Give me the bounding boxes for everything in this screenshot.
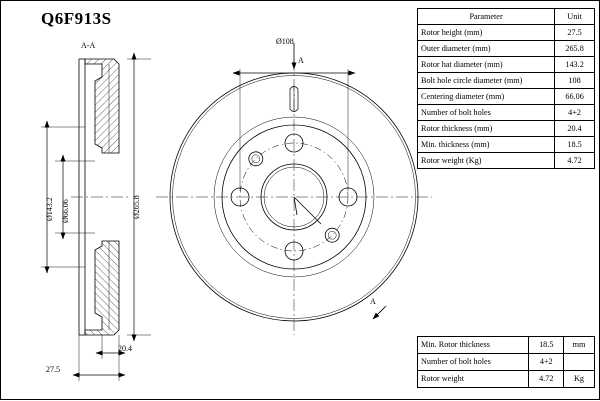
spec-value-bolt-circle: 108	[555, 73, 595, 89]
table-row	[418, 153, 595, 169]
table-row	[418, 25, 595, 41]
summary-unit-rotor-weight: Kg	[564, 371, 595, 388]
page-title: Q6F913S	[41, 9, 112, 28]
summary-unit-bolt-holes	[564, 354, 595, 371]
summary-value-rotor-weight: 4.72	[529, 371, 564, 388]
spec-label-rotor-thickness: Rotor thickness (mm)	[418, 121, 555, 137]
spec-value-rotor-weight: 4.72	[555, 153, 595, 169]
summary-label-rotor-weight: Rotor weight	[418, 371, 529, 388]
table-row	[418, 371, 595, 388]
section-arrow-label-top: A	[298, 56, 304, 65]
spec-value-rotor-thickness: 20.4	[555, 121, 595, 137]
summary-unit-min-rotor-thickness: mm	[564, 337, 595, 354]
table-row	[418, 89, 595, 105]
spec-label-outer-diameter: Outer diameter (mm)	[418, 41, 555, 57]
table-row	[418, 121, 595, 137]
spec-header-unit: Unit	[555, 9, 595, 25]
section-arrow-label-bottom: A	[370, 297, 376, 306]
spec-value-min-thickness: 18.5	[555, 137, 595, 153]
spec-label-bolt-holes: Number of bolt holes	[418, 105, 555, 121]
table-row	[418, 105, 595, 121]
bolt-circle-diameter-label: Ø108	[276, 37, 294, 46]
rotor-section-view	[71, 57, 131, 335]
section-label: A-A	[81, 41, 96, 50]
spec-value-outer-diameter: 265.8	[555, 41, 595, 57]
rotor-height-label: 27.5	[46, 365, 60, 374]
table-row	[418, 73, 595, 89]
table-row	[418, 337, 595, 354]
spec-label-min-thickness: Min. thickness (mm)	[418, 137, 555, 153]
rotor-thickness-label: 20.4	[118, 344, 132, 353]
spec-label-rotor-weight: Rotor weight (Kg)	[418, 153, 555, 169]
spec-label-centering-diameter: Centering diameter (mm)	[418, 89, 555, 105]
spec-table	[417, 8, 595, 169]
spec-label-bolt-circle: Bolt hole circle diameter (mm)	[418, 73, 555, 89]
spec-header-parameter: Parameter	[418, 9, 555, 25]
summary-label-bolt-holes: Number of bolt holes	[418, 354, 529, 371]
spec-value-hat-diameter: 143.2	[555, 57, 595, 73]
table-row	[418, 137, 595, 153]
outer-diameter-label: Ø265.8	[132, 195, 141, 219]
spec-value-bolt-holes: 4+2	[555, 105, 595, 121]
spec-label-rotor-height: Rotor height (mm)	[418, 25, 555, 41]
summary-value-bolt-holes: 4+2	[529, 354, 564, 371]
summary-label-min-rotor-thickness: Min. Rotor thickness	[418, 337, 529, 354]
summary-value-min-rotor-thickness: 18.5	[529, 337, 564, 354]
spec-label-hat-diameter: Rotor hat diameter (mm)	[418, 57, 555, 73]
table-row	[418, 57, 595, 73]
spec-value-rotor-height: 27.5	[555, 25, 595, 41]
summary-table	[417, 336, 595, 388]
table-row	[418, 354, 595, 371]
center-bore-label: Ø66.06	[61, 199, 70, 223]
spec-table-header-row	[418, 9, 595, 25]
spec-value-centering-diameter: 66.06	[555, 89, 595, 105]
hat-diameter-label: Ø143.2	[45, 197, 54, 221]
table-row	[418, 41, 595, 57]
